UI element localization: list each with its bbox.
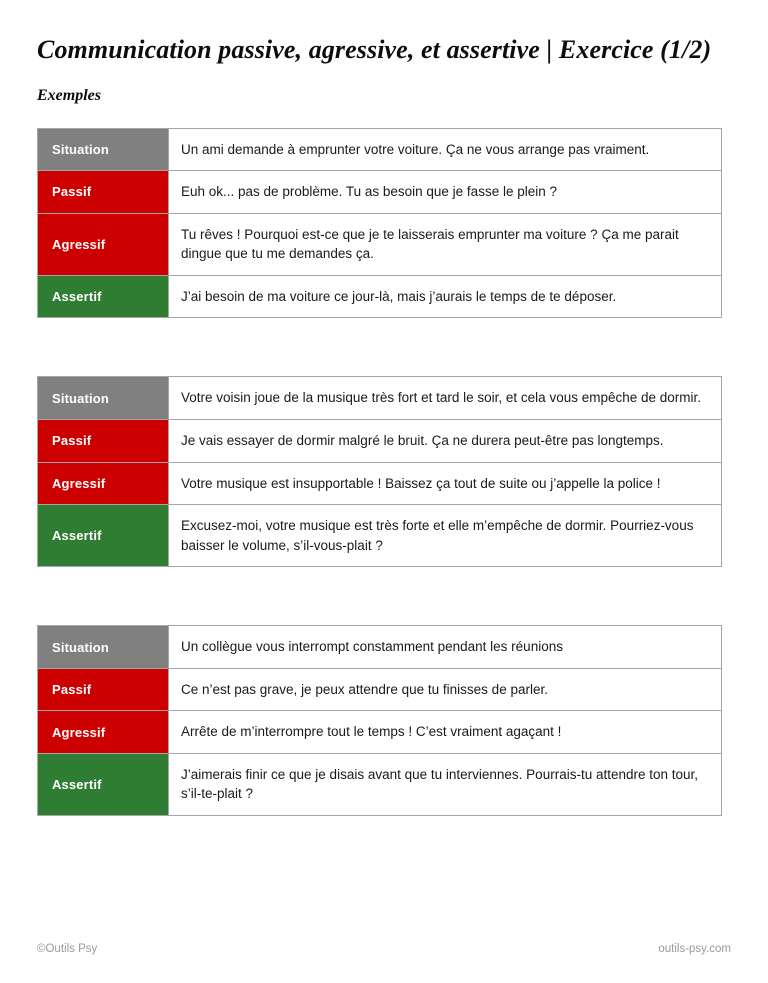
row-label-situation: Situation [38,128,169,171]
example-table [37,625,722,816]
footer-website: outils-psy.com [658,943,731,955]
table-row [38,753,722,815]
row-label-passif: Passif [38,419,169,462]
table-row [38,711,722,754]
row-value-situation: Un ami demande à emprunter votre voiture. Ça ne vous arrange pas vraiment. [169,128,722,171]
row-value-situation: Un collègue vous interrompt constamment pendant les réunions [169,626,722,669]
row-label-situation: Situation [38,377,169,420]
table-row [38,171,722,214]
row-label-assertif: Assertif [38,275,169,318]
row-value-assertif: Excusez-moi, votre musique est très forte et elle m’empêche de dormir. Pourriez-vous baisser le volume, s’il-vous-plait ? [169,505,722,567]
row-value-agressif: Tu rêves ! Pourquoi est-ce que je te laisserais emprunter ma voiture ? Ça me parait dingue que tu me demandes ça. [169,213,722,275]
row-value-agressif: Arrête de m’interrompre tout le temps ! C’est vraiment agaçant ! [169,711,722,754]
row-value-assertif: J’aimerais finir ce que je disais avant que tu interviennes. Pourrais-tu attendre ton tour, s’il-te-plait ? [169,753,722,815]
row-label-assertif: Assertif [38,505,169,567]
table-row [38,275,722,318]
row-label-agressif: Agressif [38,213,169,275]
table-row [38,128,722,171]
row-value-agressif: Votre musique est insupportable ! Baissez ça tout de suite ou j’appelle la police ! [169,462,722,505]
table-row [38,213,722,275]
example-table [37,376,722,567]
row-label-assertif: Assertif [38,753,169,815]
row-value-passif: Euh ok... pas de problème. Tu as besoin que je fasse le plein ? [169,171,722,214]
row-label-passif: Passif [38,171,169,214]
page-footer [37,943,731,955]
example-table [37,128,722,319]
row-value-situation: Votre voisin joue de la musique très fort et tard le soir, et cela vous empêche de dormir. [169,377,722,420]
table-row [38,377,722,420]
table-row [38,505,722,567]
footer-copyright: ©Outils Psy [37,943,98,955]
row-value-assertif: J’ai besoin de ma voiture ce jour-là, mais j’aurais le temps de te déposer. [169,275,722,318]
table-row [38,626,722,669]
table-row [38,419,722,462]
row-label-passif: Passif [38,668,169,711]
section-heading-exemples: Exemples [37,86,101,104]
page-title: Communication passive, agressive, et assertive | Exercice (1/2) [37,35,712,64]
table-row [38,668,722,711]
row-value-passif: Ce n’est pas grave, je peux attendre que tu finisses de parler. [169,668,722,711]
row-value-passif: Je vais essayer de dormir malgré le bruit. Ça ne durera peut-être pas longtemps. [169,419,722,462]
row-label-agressif: Agressif [38,711,169,754]
table-row [38,462,722,505]
row-label-agressif: Agressif [38,462,169,505]
examples-container [37,128,731,816]
row-label-situation: Situation [38,626,169,669]
